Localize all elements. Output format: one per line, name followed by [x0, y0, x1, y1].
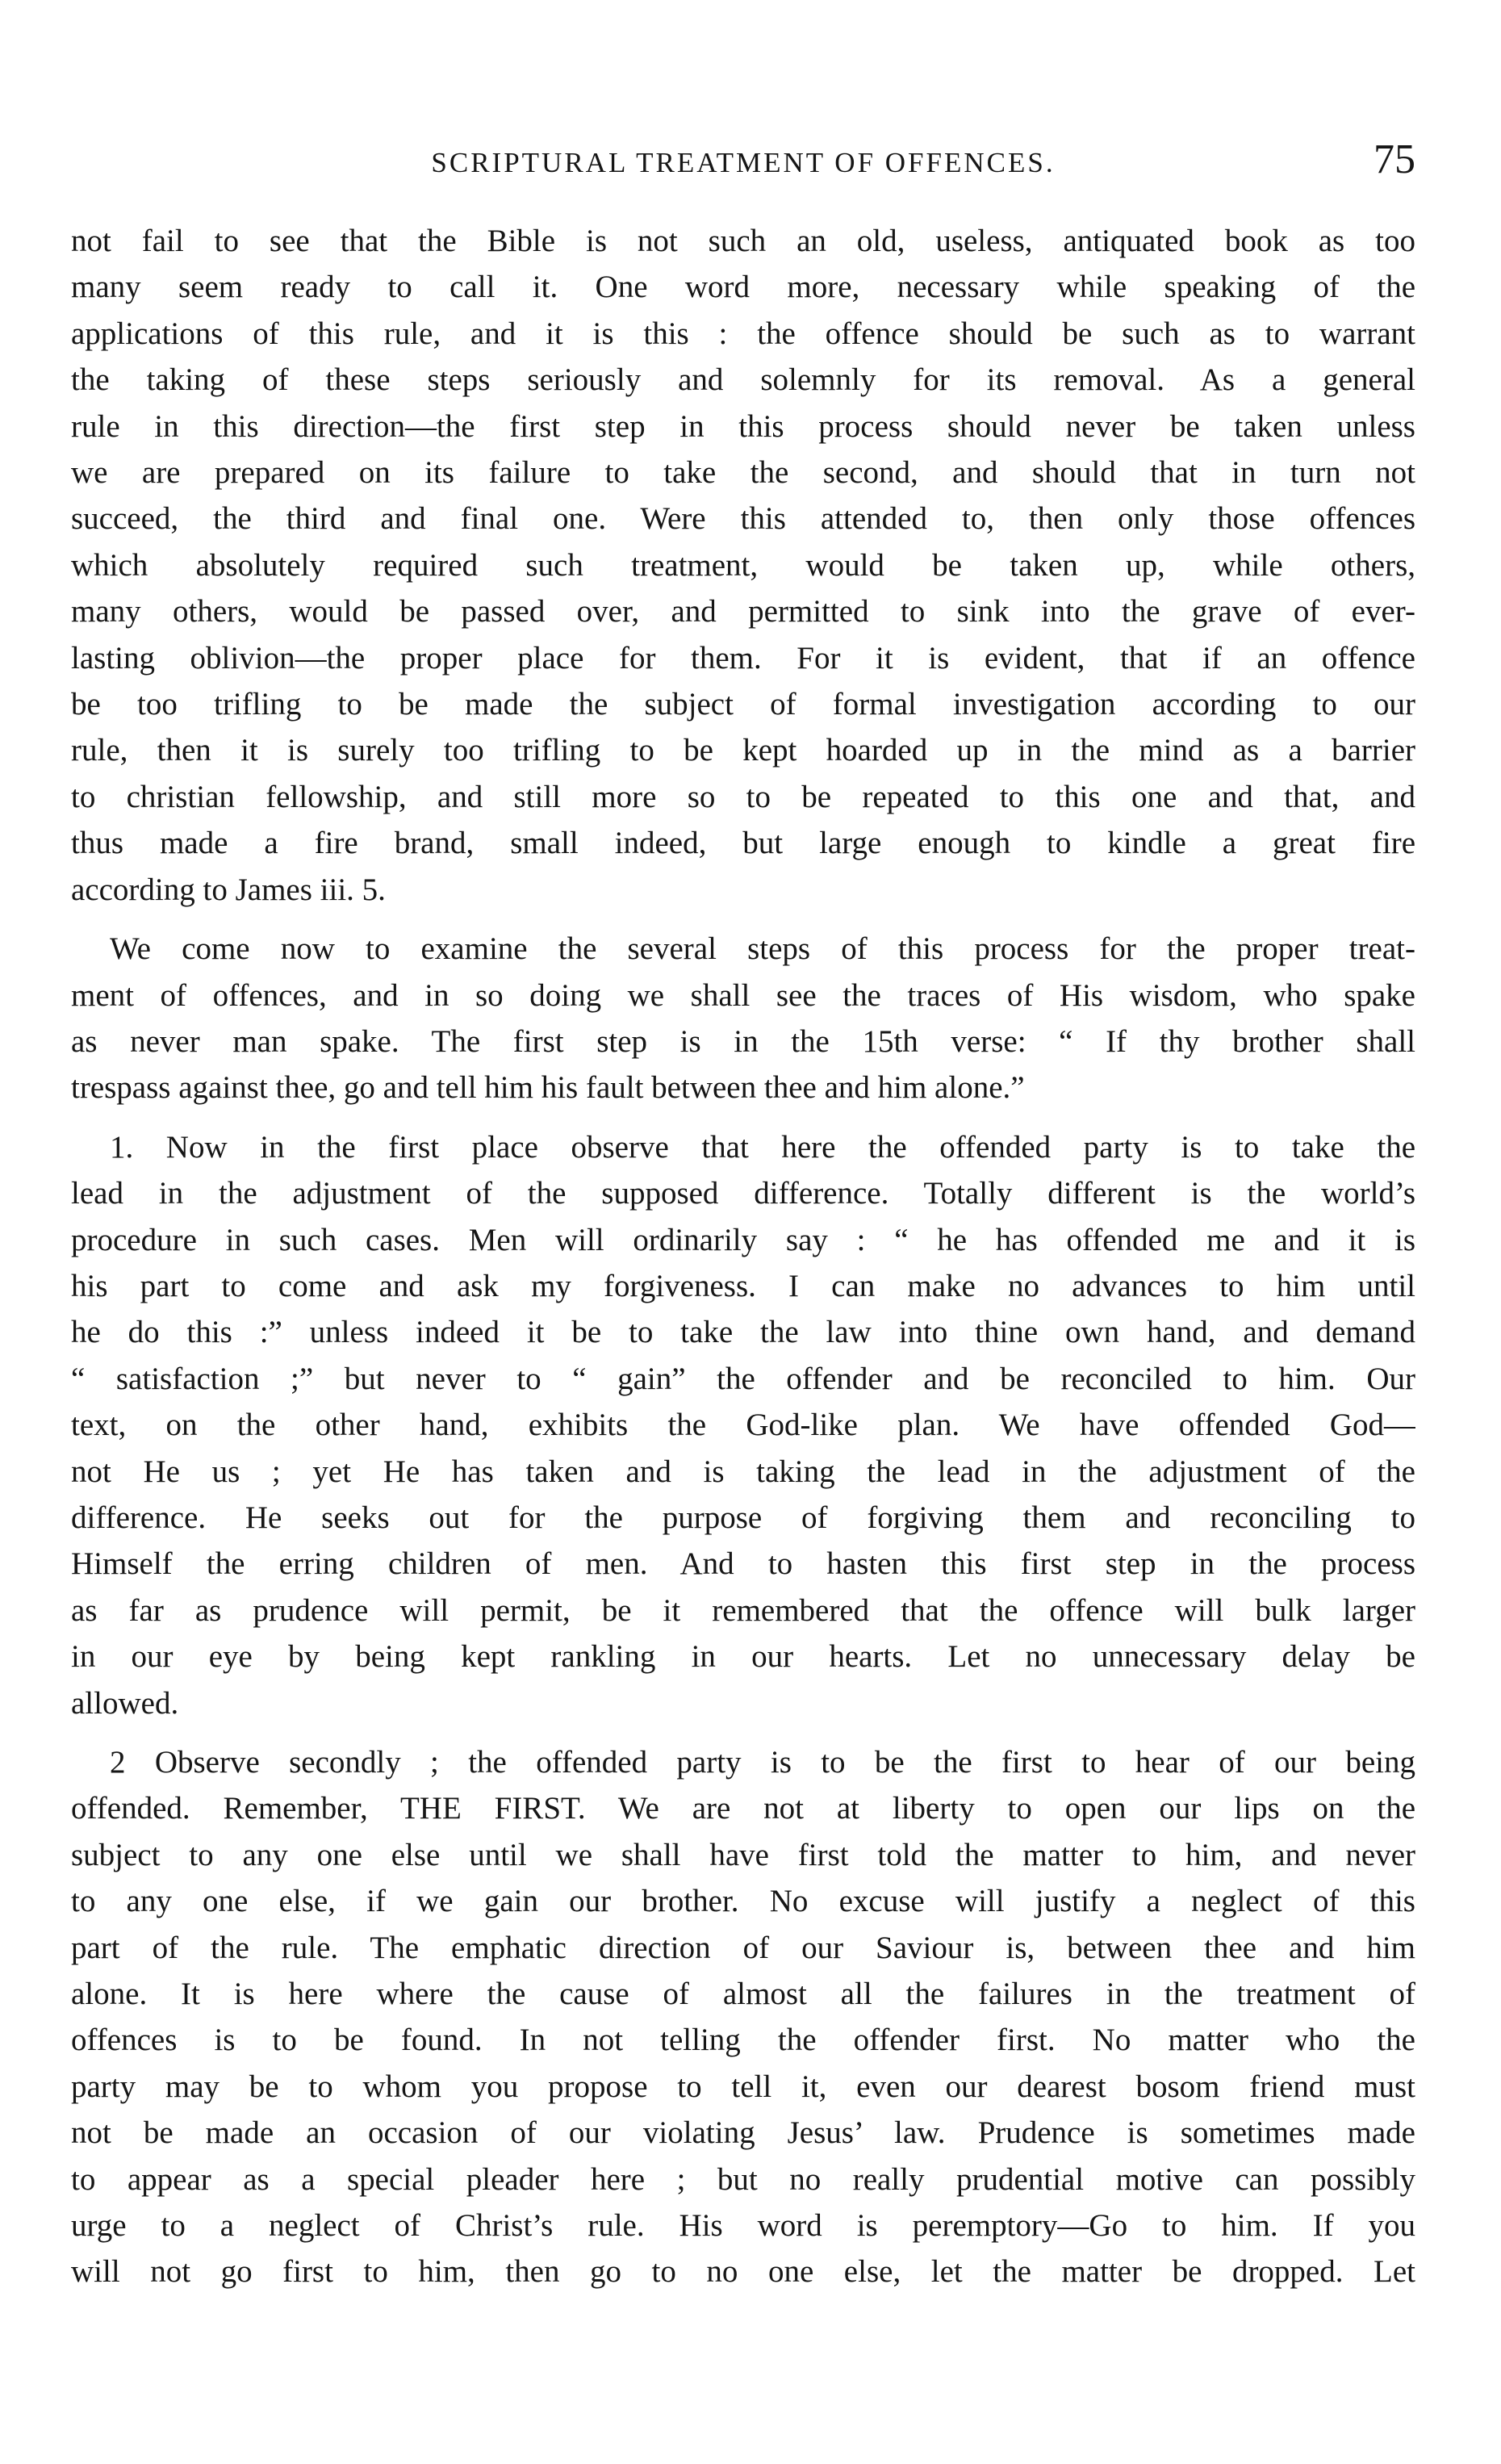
text-line: text, on the other hand, exhibits the God-like plan. We have offended God—	[71, 1408, 1415, 1443]
text-line: in our eye by being kept rankling in our hearts. Let no unnecessary delay be	[71, 1639, 1415, 1675]
text-line: we are prepared on its failure to take the second, and should that in turn not	[71, 455, 1415, 491]
text-line: offended. Remember, THE FIRST. We are not at liberty to open our lips on the	[71, 1791, 1415, 1826]
text-line: not He us ; yet He has taken and is taking the lead in the adjustment of the	[71, 1454, 1415, 1489]
running-title: SCRIPTURAL TREATMENT OF OFFENCES.	[431, 147, 1056, 178]
text-line: many others, would be passed over, and permitted to sink into the grave of ever-	[71, 594, 1415, 630]
paragraph-2	[71, 926, 1415, 1111]
text-line: not be made an occasion of our violating Jesus’ law. Prudence is sometimes made	[71, 2115, 1415, 2151]
text-line: urge to a neglect of Christ’s rule. His word is peremptory—Go to him. If you	[71, 2208, 1415, 2244]
text-line: to christian fellowship, and still more so to be repeated to this one and that, and	[71, 779, 1415, 814]
text-line: will not go first to him, then go to no one else, let the matter be dropped. Let	[71, 2254, 1415, 2290]
paragraph-1	[71, 218, 1415, 913]
text-line: not fail to see that the Bible is not such an old, useless, antiquated book as too	[71, 224, 1415, 258]
text-line: difference. He seeks out for the purpose of forgiving them and reconciling to	[71, 1500, 1415, 1535]
text-line: “ satisfaction ;” but never to “ gain” the offender and be reconciled to him. Our	[71, 1361, 1415, 1396]
text-line: succeed, the third and final one. Were this attended to, then only those offences	[71, 501, 1415, 537]
paragraph-3	[71, 1124, 1415, 1726]
text-line: party may be to whom you propose to tell it, even our dearest bosom friend must	[71, 2069, 1415, 2104]
page-number: 75	[1373, 136, 1415, 182]
text-line: the taking of these steps seriously and solemnly for its removal. As a general	[71, 362, 1415, 398]
text-line: allowed.	[71, 1685, 179, 1721]
text-line: rule in this direction—the first step in this process should never be taken unless	[71, 408, 1415, 444]
text-line: thus made a fire brand, small indeed, but large enough to kindle a great fire	[71, 826, 1415, 861]
body-text	[71, 218, 1415, 2295]
text-line: which absolutely required such treatment, would be taken up, while others,	[71, 547, 1415, 583]
paragraph-gap	[71, 913, 1415, 926]
text-line: lasting oblivion—the proper place for them. For it is evident, that if an offence	[71, 640, 1415, 676]
text-line: 2 Observe secondly ; the offended party is to be the first to hear of our being	[110, 1745, 1415, 1780]
text-line: to appear as a special pleader here ; but no really prudential motive can possibly	[71, 2161, 1415, 2197]
text-line: to any one else, if we gain our brother. No excuse will justify a neglect of this	[71, 1884, 1415, 1919]
paragraph-gap	[71, 1726, 1415, 1739]
text-line: procedure in such cases. Men will ordinarily say : “ he has offended me and it is	[71, 1222, 1415, 1257]
text-line: rule, then it is surely too trifling to be kept hoarded up in the mind as a barrier	[71, 733, 1415, 768]
text-line: lead in the adjustment of the supposed difference. Totally different is the world’s	[71, 1176, 1415, 1211]
text-line: his part to come and ask my forgiveness. I can make no advances to him until	[71, 1268, 1415, 1303]
text-line: many seem ready to call it. One word more, necessary while speaking of the	[71, 270, 1415, 305]
paragraph-4	[71, 1739, 1415, 2295]
text-line: according to James iii. 5.	[71, 872, 386, 907]
text-line: as never man spake. The first step is in the 15th verse: “ If thy brother shall	[71, 1023, 1415, 1059]
text-line: he do this :” unless indeed it be to take the law into thine own hand, and demand	[71, 1315, 1415, 1350]
text-line: as far as prudence will permit, be it remembered that the offence will bulk larger	[71, 1592, 1415, 1628]
text-line: ment of offences, and in so doing we shall see the traces of His wisdom, who spake	[71, 977, 1415, 1013]
text-line: applications of this rule, and it is this : the offence should be such as to warrant	[71, 316, 1415, 351]
text-line: offences is to be found. In not telling the offender first. No matter who the	[71, 2023, 1415, 2058]
text-line: subject to any one else until we shall have first told the matter to him, and never	[71, 1837, 1415, 1872]
text-line: be too trifling to be made the subject of formal investigation according to our	[71, 687, 1415, 722]
paragraph-gap	[71, 1111, 1415, 1124]
text-line: 1. Now in the first place observe that here the offended party is to take the	[110, 1129, 1415, 1165]
text-line: Himself the erring children of men. And to hasten this first step in the process	[71, 1546, 1415, 1582]
text-line: part of the rule. The emphatic direction of our Saviour is, between thee and him	[71, 1930, 1415, 1965]
running-head	[71, 136, 1415, 192]
text-line: trespass against thee, go and tell him his fault between thee and him alone.”	[71, 1070, 1025, 1106]
text-line: alone. It is here where the cause of almost all the failures in the treatment of	[71, 1977, 1415, 2012]
text-line: We come now to examine the several steps of this process for the proper treat-	[110, 931, 1415, 967]
